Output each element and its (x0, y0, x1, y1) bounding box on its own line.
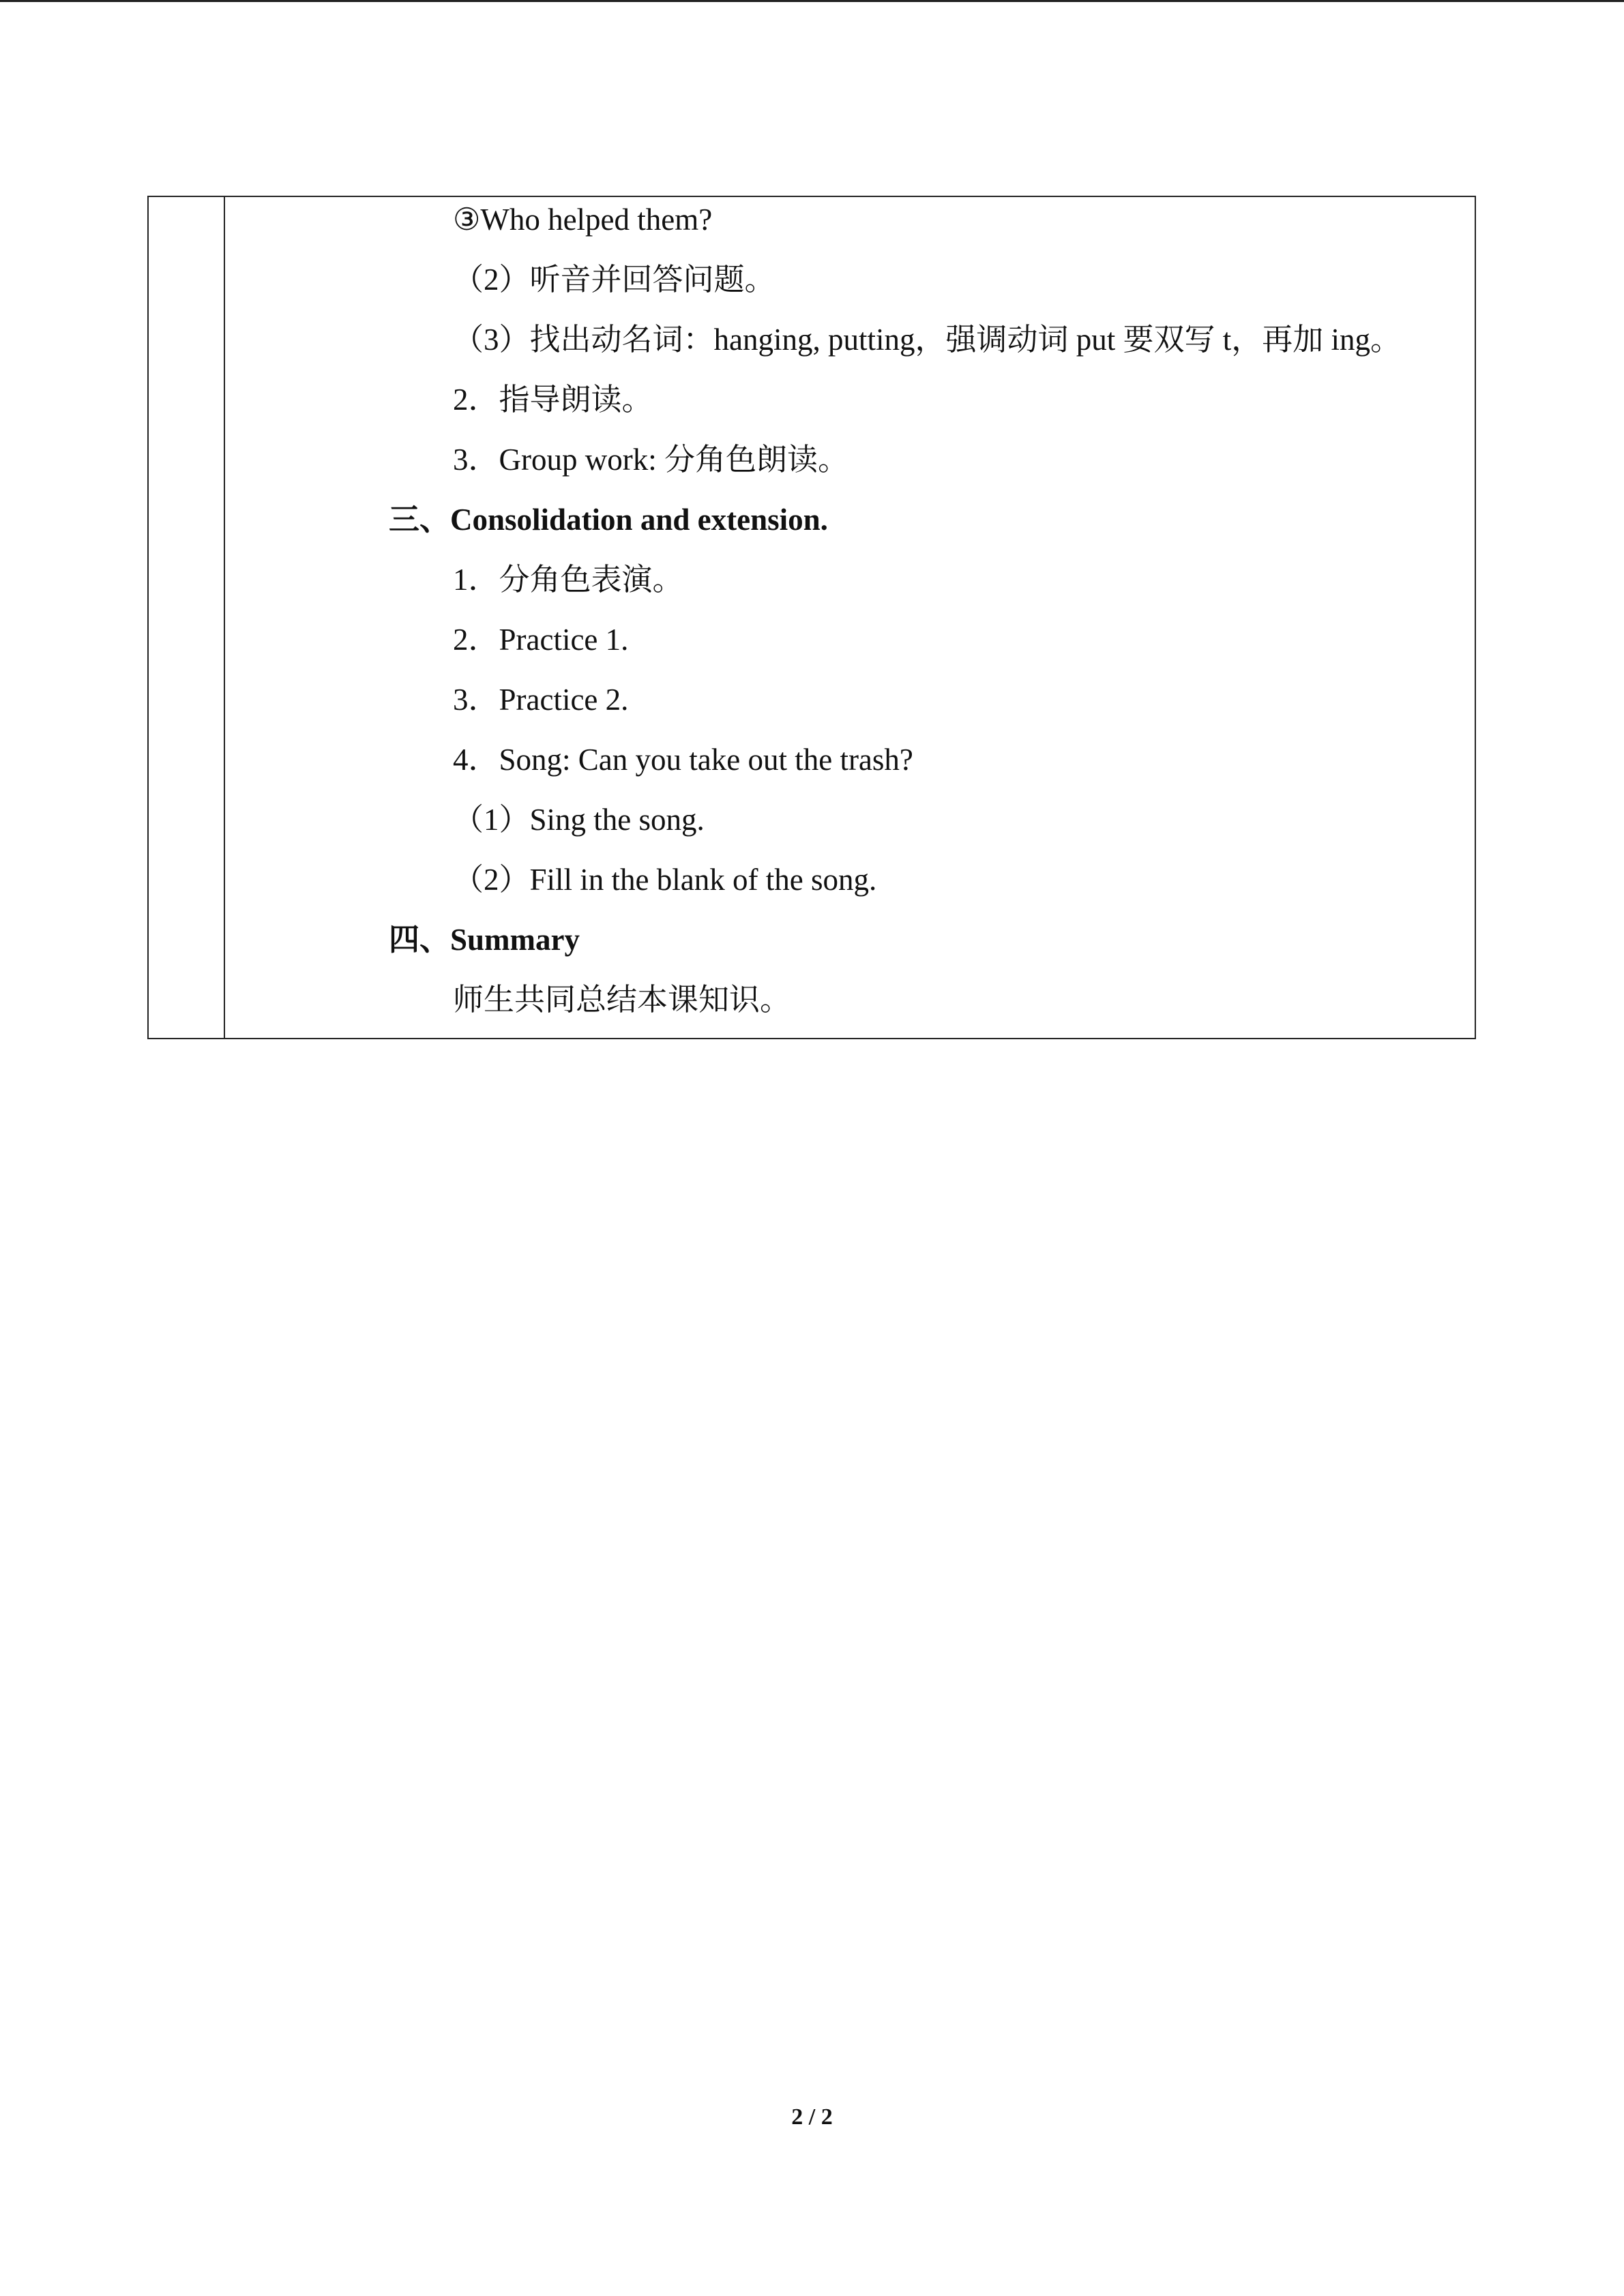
group-work-step: 3．Group work: 分角色朗读。 (453, 443, 848, 477)
table-left-column (149, 197, 225, 1038)
lesson-plan-table (147, 196, 1476, 1039)
page-top-border (0, 0, 1624, 2)
song-step: 4．Song: Can you take out the trash? (453, 743, 913, 777)
table-content-column (225, 197, 1475, 1038)
role-play-step: 1．分角色表演。 (453, 563, 683, 597)
sing-song-step: （1）Sing the song. (453, 803, 705, 837)
question-who-helped: ③Who helped them? (453, 203, 713, 237)
practice-2-step: 3．Practice 2. (453, 683, 629, 717)
section-heading-summary: 四、Summary (389, 923, 580, 957)
guided-reading-step: 2．指导朗读。 (453, 383, 653, 417)
section-heading-consolidation: 三、Consolidation and extension. (389, 503, 828, 537)
practice-1-step: 2．Practice 1. (453, 623, 629, 657)
fill-blank-step: （2）Fill in the blank of the song. (453, 863, 877, 897)
page-number: 2 / 2 (791, 2104, 833, 2130)
summary-text: 师生共同总结本课知识。 (453, 983, 791, 1017)
gerund-step: （3）找出动名词：hanging, putting，强调动词 put 要双写 t，再加 ing。 (453, 323, 1401, 357)
listen-answer-step: （2）听音并回答问题。 (453, 263, 776, 297)
